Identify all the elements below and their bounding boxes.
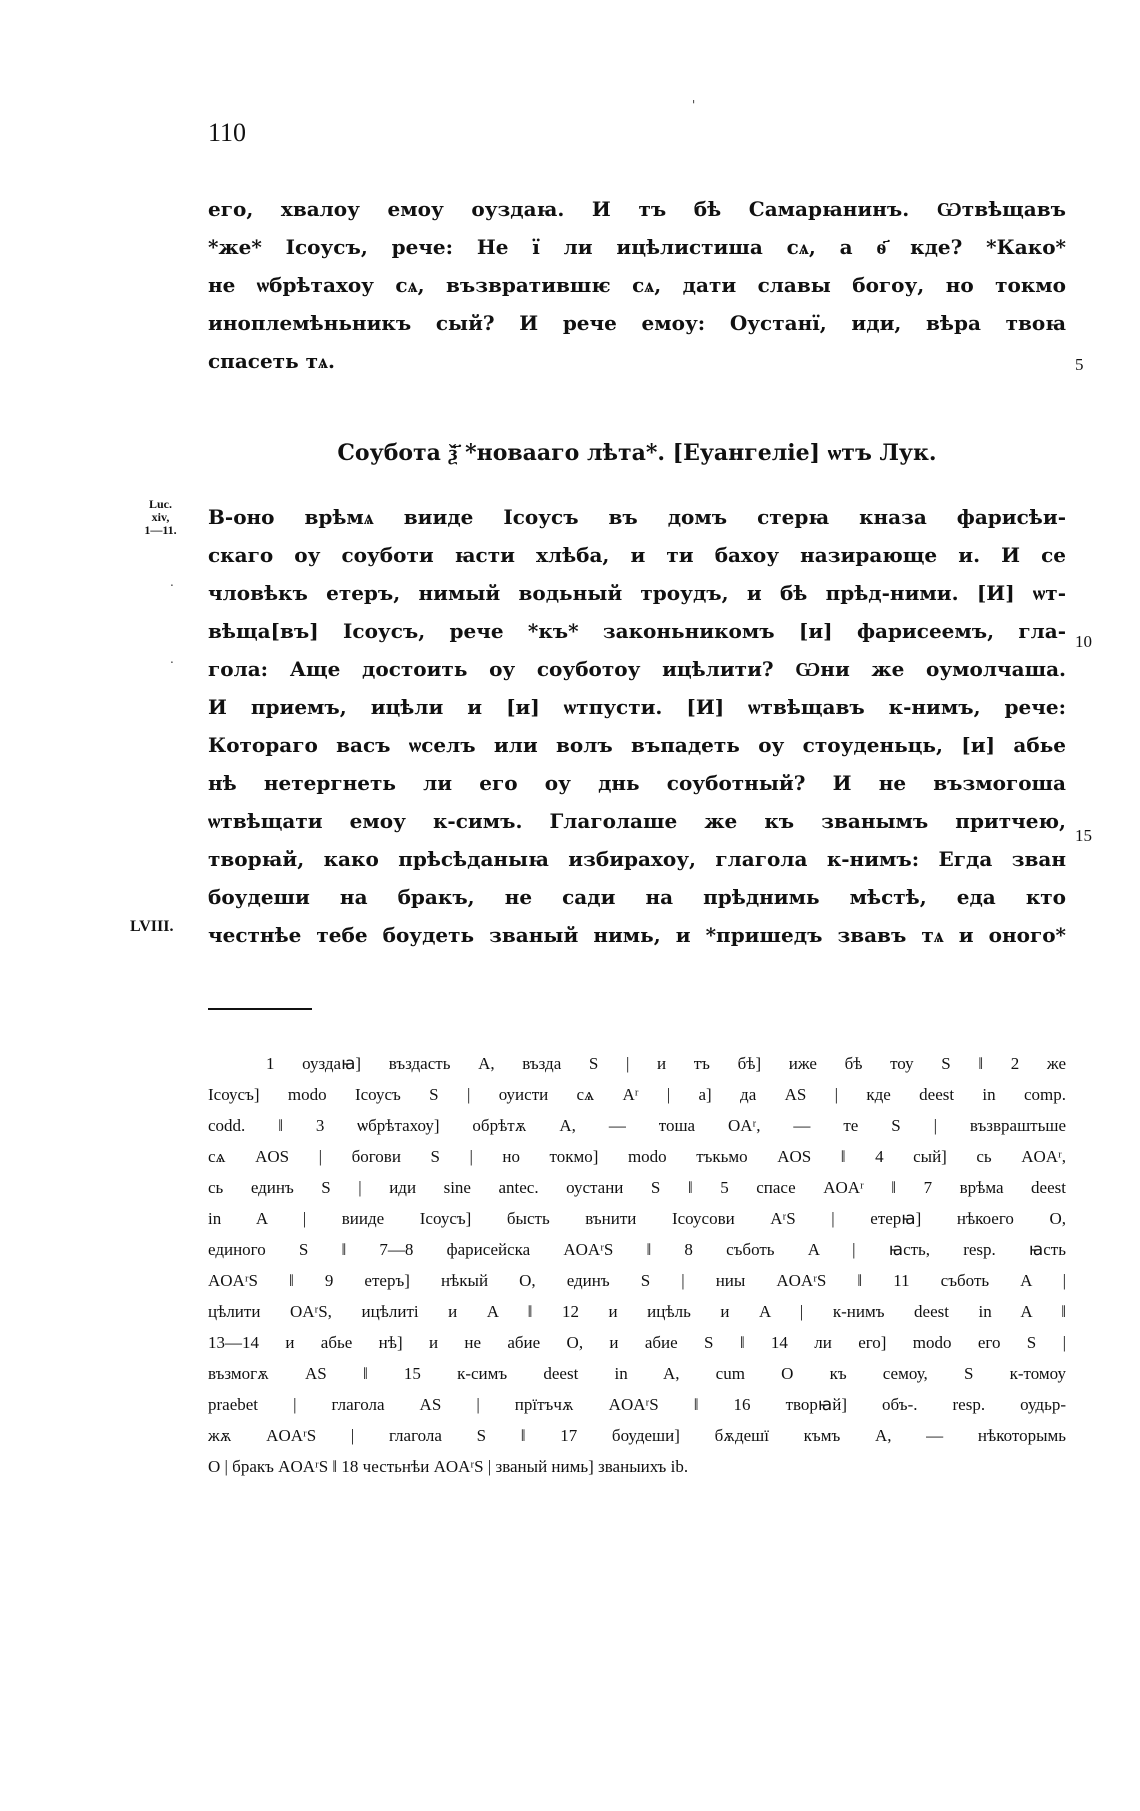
- text-line: гола: Аще достоить оу соуботоу ицѣлити? Ѡни же оумолчаша.: [208, 657, 1066, 681]
- print-speck: .: [170, 652, 174, 666]
- text-line: ѡтвѣщати емоу к-симъ. Глаголаше же къ званымъ притчею,: [208, 809, 1066, 833]
- text-line: Котoраго васъ ѡселъ или волъ въпадеть оу стоуденьць, [и] абье: [208, 733, 1066, 757]
- apparatus-line: in A | вииде Iсоусъ] бысть вънити Iсоусови AʳS | етерꙗ] нѣкоего O,: [208, 1209, 1066, 1228]
- text-line: боудеши на бракъ, не сади на прѣднимь мѣстѣ, еда кто: [208, 885, 1066, 909]
- text-line: *же* Iсоусъ, рече: Не ї ли ицѣлистиша сѧ, а ѳ҃ кде? *Како*: [208, 235, 1066, 259]
- text-line: В-оно врѣмѧ вииде Iсоусъ въ домъ стерꙗ кназа фарисѣи-: [208, 505, 1066, 529]
- critical-apparatus: [208, 1048, 1066, 1482]
- margin-reference-line: Luc.: [148, 497, 172, 511]
- gospel-reading-text: [208, 498, 1066, 954]
- apparatus-line: сь единъ S | иди sine antec. оустани S ‖ 5 спасе AOAʳ ‖ 7 врѣма deest: [208, 1178, 1066, 1197]
- margin-reference-line: xiv,: [151, 510, 170, 524]
- text-line: скаго оу соубoти ꙗсти хлѣба, и ти бахоу назирающе и. И се: [208, 543, 1066, 567]
- print-speck: ': [692, 98, 696, 112]
- line-number-marker: 15: [1075, 826, 1092, 845]
- reading-heading: Соуботa ѯ҃ *новааго лѣта*. [Еуангеліе] ѡтъ Лук.: [337, 440, 937, 466]
- apparatus-line: Iсоусъ] modo Iсоусъ S | оуисти сѧ Aʳ | а] да AS | кде deest in comp.: [208, 1085, 1066, 1104]
- margin-reference-line: 1—11.: [144, 523, 177, 537]
- apparatus-line: codd. ‖ 3 ѡбрѣтахоу] обрѣтѫ A, — тоша OAʳ, — те S | възвраштьше: [208, 1116, 1066, 1135]
- text-line: его, хвалоу емоу оуздаꙗ. И тъ бѣ Самарꙗнинъ. Ѡтвѣщавъ: [208, 197, 1066, 221]
- text-line: И приемъ, ицѣли и [и] ѡтпусти. [И] ѡтвѣщавъ к-нимъ, рече:: [208, 695, 1066, 719]
- quire-marker: LVIII.: [130, 918, 174, 935]
- footnote-rule: [208, 1008, 312, 1010]
- text-line: честнѣе тебе боудеть званый нимь, и *пришедъ звавъ тѧ и оного*: [208, 923, 1066, 947]
- text-line: творꙗй, како прѣсѣданыꙗ избирахоу, глагола к-нимъ: Егда зван: [208, 847, 1066, 871]
- apparatus-line: 1 оуздаꙗ] въздасть A, възда S | и тъ бѣ] иже бѣ тоу S ‖ 2 же: [266, 1054, 1066, 1073]
- print-speck: .: [170, 575, 174, 589]
- gospel-text-continuation: [208, 190, 1066, 380]
- text-line: инoплемѣньникъ сый? И рече емоу: Оустанї, иди, вѣра твоꙗ: [208, 311, 1066, 335]
- line-number-marker: 5: [1075, 355, 1084, 374]
- page-number: 110: [208, 118, 247, 147]
- apparatus-line: praebet | глагола AS | прїтъчѫ AOAʳS ‖ 16 творꙗй] объ-. resp. оудьр-: [208, 1395, 1066, 1414]
- apparatus-line: възмогѫ AS ‖ 15 к-симъ deest in A, cum O къ семоу, S к-томоу: [208, 1364, 1066, 1383]
- apparatus-line: 13—14 и абье нѣ] и не абие O, и абие S ‖ 14 ли его] modo его S |: [208, 1333, 1066, 1352]
- apparatus-line: AOAʳS ‖ 9 етеръ] нѣкый O, единъ S | ниы AOAʳS ‖ 11 съботь A |: [208, 1271, 1066, 1290]
- text-line: не ѡбрѣтахоу сѧ, възвратившѥ сѧ, дати славы богоу, но токмо: [208, 273, 1066, 297]
- text-line: вѣща[въ] Iсоусъ, рече *къ* законьникомъ [и] фарисеемъ, гла-: [208, 619, 1066, 643]
- apparatus-line: сѧ AOS | богови S | но токмо] modo тъкьмо AOS ‖ 4 сый] сь AOAʳ,: [208, 1147, 1066, 1166]
- apparatus-line: цѣлити OAʳS, ицѣлиті и A ‖ 12 и ицѣль и A | к-нимъ deest in A ‖: [208, 1302, 1066, 1321]
- text-line: нѣ нетергнеть ли его оу днь соуботный? И не възмогоша: [208, 771, 1066, 795]
- apparatus-line: единого S ‖ 7—8 фарисейска AOAʳS ‖ 8 съботь A | ꙗсть, resp. ꙗсть: [208, 1240, 1066, 1259]
- apparatus-line: жѫ AOAʳS | глагола S ‖ 17 боудеши] бѫдешї къмъ A, — нѣкоторымь: [208, 1426, 1066, 1445]
- text-line: спасеть тѧ.: [208, 349, 335, 373]
- line-number-marker: 10: [1075, 632, 1092, 651]
- text-line: члoвѣкъ етеръ, нимый водьный троудъ, и бѣ прѣд-ними. [И] ѡт-: [208, 581, 1066, 605]
- apparatus-line: O | бракъ AOAʳS ‖ 18 честьнѣи AOAʳS | званый нимь] званыихъ ib.: [208, 1457, 689, 1476]
- margin-reference: [133, 498, 188, 537]
